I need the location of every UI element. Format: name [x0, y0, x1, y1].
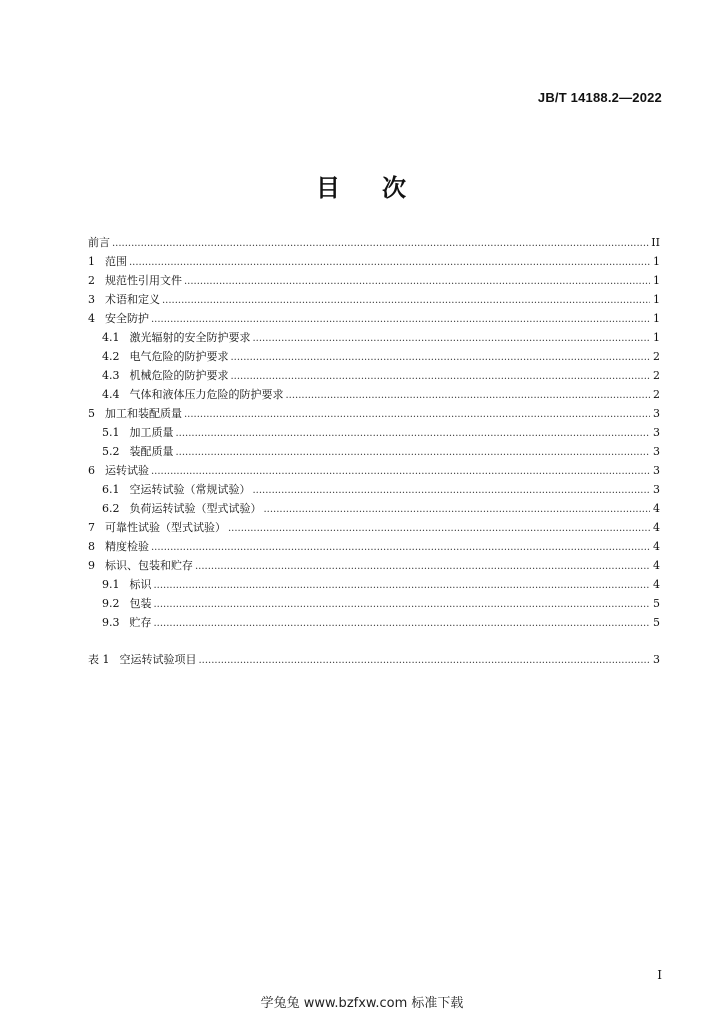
- toc-leader: [154, 599, 651, 610]
- toc-leader: [264, 504, 651, 515]
- toc-page: II: [651, 235, 660, 249]
- toc-number: 4.4: [102, 387, 120, 401]
- toc-subentry[interactable]: [88, 572, 660, 591]
- toc-label: 机械危险的防护要求: [129, 368, 229, 382]
- toc-page: 3: [653, 406, 660, 420]
- page-number: I: [657, 968, 662, 982]
- toc-label: 标识: [129, 577, 152, 591]
- toc-leader: [199, 655, 651, 666]
- toc-page: 1: [653, 311, 660, 325]
- toc-label: 运转试验: [105, 463, 149, 477]
- toc-entry[interactable]: [88, 534, 660, 553]
- toc-leader: [184, 276, 650, 287]
- toc-label: 前言: [88, 235, 110, 249]
- toc-number: 9: [88, 558, 95, 572]
- toc-number: 4.2: [102, 349, 120, 363]
- toc-label: 激光辐射的安全防护要求: [129, 330, 251, 344]
- toc-label: 包装: [129, 596, 152, 610]
- toc-page: 2: [653, 368, 660, 382]
- table-of-contents: [88, 230, 660, 666]
- toc-number: 6: [88, 463, 95, 477]
- toc-number: 5.2: [102, 444, 120, 458]
- toc-label: 装配质量: [129, 444, 174, 458]
- toc-leader: [253, 485, 651, 496]
- toc-subentry[interactable]: [88, 344, 660, 363]
- watermark-text: 学兔兔 www.bzfxw.com 标准下载: [260, 996, 464, 1011]
- toc-leader: [112, 238, 649, 249]
- toc-leader: [129, 257, 650, 268]
- toc-subentry[interactable]: [88, 420, 660, 439]
- toc-entry[interactable]: [88, 458, 660, 477]
- toc-page: 1: [653, 292, 660, 306]
- toc-number: 表 1: [88, 652, 110, 666]
- toc-entry[interactable]: [88, 553, 660, 572]
- toc-label: 电气危险的防护要求: [129, 349, 229, 363]
- toc-label: 空运转试验（常规试验）: [129, 482, 251, 496]
- toc-number: 9.1: [102, 577, 120, 591]
- document-code: JB/T 14188.2—2022: [537, 90, 662, 105]
- toc-number: 6.2: [102, 501, 120, 515]
- toc-entry[interactable]: [88, 268, 660, 287]
- toc-label: 气体和液体压力危险的防护要求: [129, 387, 284, 401]
- toc-leader: [151, 314, 650, 325]
- toc-number: 9.2: [102, 596, 120, 610]
- toc-number: 4.1: [102, 330, 120, 344]
- toc-leader: [231, 352, 651, 363]
- toc-number: 7: [88, 520, 95, 534]
- toc-leader: [253, 333, 651, 344]
- toc-leader: [184, 409, 650, 420]
- toc-subentry[interactable]: [88, 363, 660, 382]
- toc-leader: [151, 466, 650, 477]
- toc-table-entry[interactable]: [88, 647, 660, 666]
- toc-number: 5: [88, 406, 95, 420]
- toc-subentry[interactable]: [88, 591, 660, 610]
- toc-page: 2: [653, 387, 660, 401]
- toc-page: 3: [653, 652, 660, 666]
- toc-leader: [154, 580, 651, 591]
- toc-entry[interactable]: [88, 515, 660, 534]
- toc-page: 3: [653, 482, 660, 496]
- toc-entry[interactable]: [88, 306, 660, 325]
- toc-subentry[interactable]: [88, 325, 660, 344]
- toc-page: 4: [653, 520, 660, 534]
- toc-number: 4: [88, 311, 95, 325]
- toc-page: 4: [653, 577, 660, 591]
- toc-label: 标识、包装和贮存: [105, 558, 193, 572]
- toc-subentry[interactable]: [88, 610, 660, 629]
- toc-entry-foreword[interactable]: [88, 230, 660, 249]
- toc-page: 3: [653, 444, 660, 458]
- toc-page: 2: [653, 349, 660, 363]
- page-title: [0, 168, 724, 203]
- toc-leader: [154, 618, 651, 629]
- title-left: 目: [316, 174, 342, 202]
- toc-leader: [228, 523, 650, 534]
- toc-subentry[interactable]: [88, 477, 660, 496]
- toc-entry[interactable]: [88, 287, 660, 306]
- toc-label: 空运转试验项目: [119, 652, 197, 666]
- toc-page: 4: [653, 501, 660, 515]
- toc-label: 负荷运转试验（型式试验）: [129, 501, 262, 515]
- toc-entry[interactable]: [88, 401, 660, 420]
- toc-leader: [151, 542, 650, 553]
- title-right: 次: [382, 174, 408, 202]
- toc-leader: [195, 561, 650, 572]
- toc-number: 6.1: [102, 482, 120, 496]
- toc-page: 4: [653, 539, 660, 553]
- toc-page: 5: [653, 596, 660, 610]
- toc-subentry[interactable]: [88, 439, 660, 458]
- toc-subentry[interactable]: [88, 382, 660, 401]
- toc-page: 3: [653, 425, 660, 439]
- toc-label: 规范性引用文件: [105, 273, 182, 287]
- toc-leader: [286, 390, 651, 401]
- toc-label: 范围: [105, 254, 127, 268]
- toc-leader: [176, 428, 651, 439]
- toc-number: 2: [88, 273, 95, 287]
- toc-entry[interactable]: [88, 249, 660, 268]
- toc-label: 安全防护: [105, 311, 149, 325]
- toc-page: 1: [653, 254, 660, 268]
- toc-label: 可靠性试验（型式试验）: [105, 520, 226, 534]
- toc-leader: [162, 295, 650, 306]
- toc-page: 1: [653, 330, 660, 344]
- toc-page: 1: [653, 273, 660, 287]
- toc-number: 8: [88, 539, 95, 553]
- toc-page: 4: [653, 558, 660, 572]
- toc-leader: [176, 447, 651, 458]
- toc-label: 精度检验: [105, 539, 149, 553]
- toc-leader: [231, 371, 651, 382]
- toc-page: 5: [653, 615, 660, 629]
- toc-label: 贮存: [129, 615, 152, 629]
- toc-subentry[interactable]: [88, 496, 660, 515]
- toc-label: 术语和定义: [105, 292, 160, 306]
- toc-number: 1: [88, 254, 95, 268]
- toc-number: 5.1: [102, 425, 120, 439]
- toc-number: 4.3: [102, 368, 120, 382]
- toc-label: 加工和装配质量: [105, 406, 182, 420]
- toc-label: 加工质量: [129, 425, 174, 439]
- toc-number: 3: [88, 292, 95, 306]
- toc-page: 3: [653, 463, 660, 477]
- toc-number: 9.3: [102, 615, 120, 629]
